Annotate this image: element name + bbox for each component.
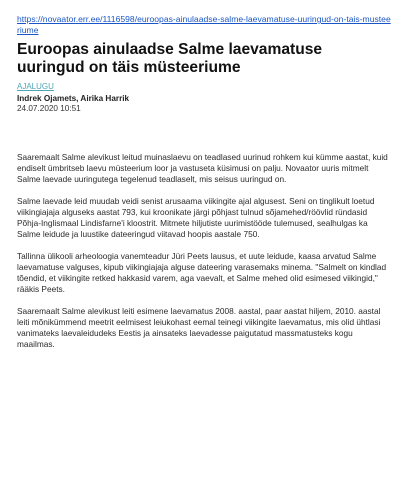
article-date: 24.07.2020 10:51 <box>17 104 81 113</box>
article-paragraph: Salme laevade leid muudab veidi senist arusaama viikingite ajal algusest. Seni on tinglikult loetud viikingiajaja alguseks aastat 793, kui kroonikate järgi põhjast tulnud sõjamehed/röövlid ründasid Põhja-Inglismaal Lindisfarne'i kloostrit. Mitmete hiljutiste uurimistööde tulemused, sealhulgas ka Salme leidude ja luustike dateeringud viitavad hoopis aastale 750. <box>17 196 375 239</box>
article-authors: Indrek Ojamets, Airika Harrik <box>17 94 130 103</box>
article-paragraph: Saaremaalt Salme alevikust leitud muinaslaevu on teadlased uurinud rohkem kui kümme aastat, kuid endiselt ümbritseb laevu müsteerium loor ja vastuseta küsimusi on palju. Novaator uuris mitmelt Salme laevade uuringutega tegelenud teadlaselt, mis seisus uuringud on. <box>17 152 388 184</box>
article-body <box>17 152 389 361</box>
article-url-link[interactable]: https://novaator.err.ee/1116598/euroopas-ainulaadse-salme-laevamatuse-uuringud-on-tais-musteeriume <box>17 14 391 35</box>
article-header <box>17 14 393 114</box>
article-meta <box>17 76 393 114</box>
category-link[interactable]: AJALUGU <box>17 82 54 91</box>
article-headline: Euroopas ainulaadse Salme laevamatuse uuringud on täis müsteeriume <box>17 41 323 76</box>
article-paragraph: Saaremaalt Salme alevikust leiti esimene laevamatus 2008. aastal, paar aastat hiljem, 2010. aastal leiti mõnikümmend meetrit eelmisest leiukohast eemal teinegi viikingite laevamatus, mis olid ühtlasi vanimateks laevaleidudeks Eestis ja ainsateks laevadesse paigutatud massmatusteks kogu maailmas. <box>17 306 381 349</box>
article-paragraph: Tallinna ülikooli arheoloogia vanemteadur Jüri Peets lausus, et uute leidude, kaasa arvatud Salme laevamatuse valguses, kipub viikingiajaja alguse dateering varasemaks minema. "Salmelt on kindlad tõendid, et viikingite retked hakkasid varem, aga vaevalt, et Salme mehed olid esimesed viikingid," rääkis Peets. <box>17 251 387 294</box>
